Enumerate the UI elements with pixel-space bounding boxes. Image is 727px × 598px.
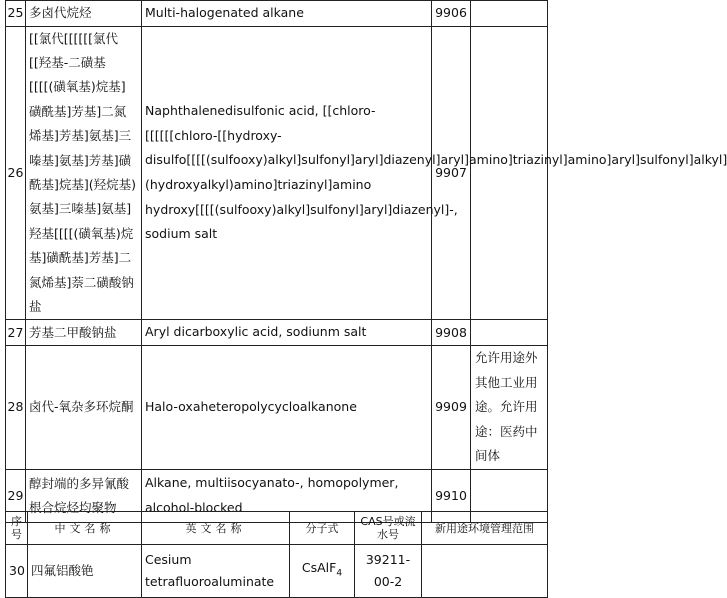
use-scope (471, 26, 548, 320)
cas-number: 9908 (432, 320, 471, 346)
chinese-name: 醇封端的多异氰酸根合烷烃均聚物 (26, 470, 142, 523)
formula-base: CsAlF (301, 560, 337, 576)
header-use-scope: 新用途环境管理范围 (422, 512, 548, 545)
row-number: 25 (6, 1, 26, 27)
english-name: Alkane, multiisocyanato-, homopolymer, alcohol-blocked (142, 470, 432, 523)
english-name: Aryl dicarboxylic acid, sodiunm salt (142, 320, 432, 346)
header-number: 序号 (6, 512, 28, 545)
cas-number: 9909 (432, 346, 471, 470)
row-number: 27 (6, 320, 26, 346)
english-name: Naphthalenedisulfonic acid, [[chloro-[[[[[[chloro-[[hydroxy-disulfo[[[[(sulfooxy)alkyl]sulfonyl]aryl]diazenyl]aryl]amino]triazinyl]amino]aryl]sulfonyl]alkyl](hydroxyalkyl)amino]triazinyl]amino hydroxy[[[[(sulfooxy)alkyl]sulfonyl]aryl]diazenyl]-, sodium salt (142, 26, 432, 320)
row-number: 26 (6, 26, 26, 320)
english-name: Halo-oxaheteropolycycloalkanone (142, 346, 432, 470)
use-scope (422, 545, 548, 598)
row-number: 29 (6, 470, 26, 523)
table-header-row (6, 512, 548, 545)
chinese-name: [[氯代[[[[[[氯代[[羟基-二磺基[[[[(磺氧基)烷基]磺酰基]芳基]二氮烯基]芳基]氨基]三嗪基]氨基]芳基]磺酰基]烷基](羟烷基)氨基]三嗪基]氨基]羟基[[[[(磺氧基)烷基]磺酰基]芳基]二氮烯基]萘二磺酸钠盐 (26, 26, 142, 320)
header-formula: 分子式 (290, 512, 355, 545)
table-row (6, 320, 548, 346)
use-scope: 允许用途外其他工业用途。允许用途：医药中间体 (471, 346, 548, 470)
english-name: Cesium tetrafluoroaluminate (142, 545, 290, 598)
use-scope (471, 320, 548, 346)
table-row (6, 1, 548, 27)
cas-number: 39211-00-2 (355, 545, 422, 598)
cas-number: 9910 (432, 470, 471, 523)
row-number: 28 (6, 346, 26, 470)
chinese-name: 卤代-氧杂多环烷酮 (26, 346, 142, 470)
formula-subscript: 4 (336, 568, 343, 579)
table-row (6, 346, 548, 470)
english-name: Multi-halogenated alkane (142, 1, 432, 27)
substance-table-top (5, 0, 727, 523)
chinese-name: 芳基二甲酸钠盐 (26, 320, 142, 346)
header-english-name: 英文名称 (142, 512, 290, 545)
table-row (6, 26, 548, 320)
chinese-name: 多卤代烷烃 (26, 1, 142, 27)
molecular-formula (290, 545, 355, 598)
cas-number: 9906 (432, 1, 471, 27)
substance-table-bottom (5, 511, 548, 598)
header-cas: CAS号或流水号 (355, 512, 422, 545)
row-number: 30 (6, 545, 28, 598)
chinese-name: 四氟铝酸铯 (28, 545, 142, 598)
table-row (6, 545, 548, 598)
cas-number: 9907 (432, 26, 471, 320)
header-chinese-name: 中文名称 (28, 512, 142, 545)
use-scope (471, 1, 548, 27)
